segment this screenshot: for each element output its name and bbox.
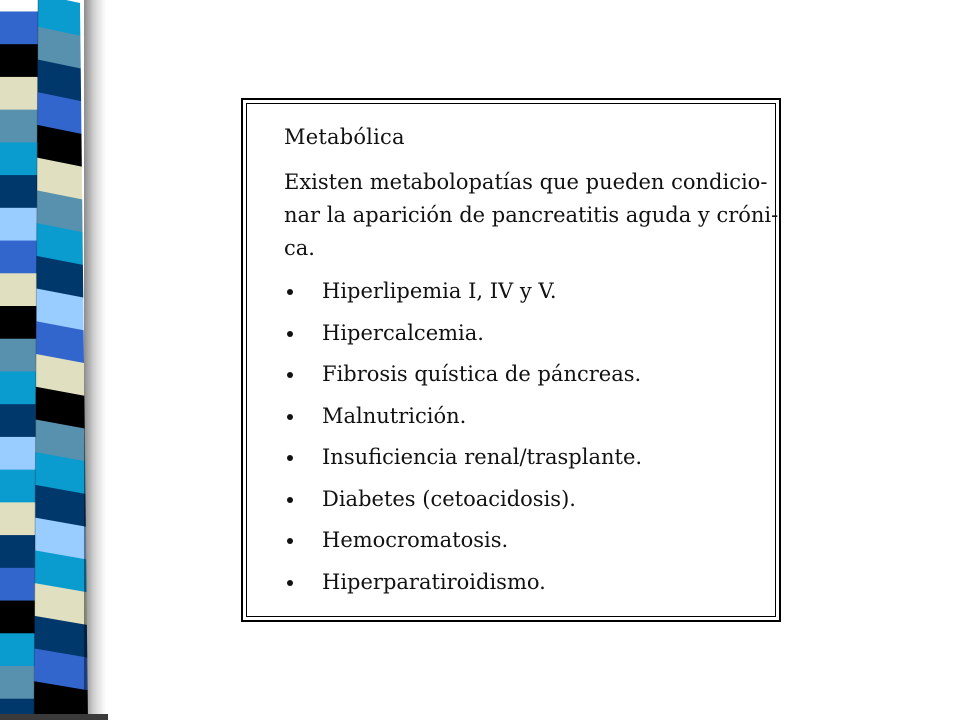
stripe-column: [0, 0, 88, 720]
stripe-left-segment: [0, 339, 36, 372]
stripe-bottom-edge: [0, 714, 108, 720]
stripe-left-segment: [0, 633, 35, 666]
bullet-icon: [287, 331, 293, 337]
bullet-icon: [287, 289, 293, 295]
stripe-left-segment: [0, 208, 37, 241]
section-heading: Metabólica: [284, 125, 405, 149]
stripe-left-segment: [0, 601, 35, 634]
stripe-left-segment: [0, 404, 36, 437]
list-item-text: Hiperparatiroidismo.: [322, 569, 546, 594]
list-item-text: Hiperlipemia I, IV y V.: [322, 279, 557, 303]
bullet-icon: [287, 455, 293, 461]
list-item-text: Hemocromatosis.: [322, 528, 509, 552]
list-item-text: Malnutrición.: [322, 403, 467, 428]
stripe-left-segment: [0, 142, 37, 175]
stripe-left-segment: [0, 77, 38, 110]
intro-paragraph: [284, 166, 779, 265]
bullet-icon: [287, 538, 293, 544]
stripe-left-segment: [0, 306, 36, 339]
bullet-icon: [287, 497, 293, 503]
stripe-shadow: [84, 0, 106, 720]
stripe-left-segment: [0, 437, 36, 470]
stripe-left-segment: [0, 175, 37, 208]
list-item-text: Fibrosis quística de páncreas.: [322, 362, 642, 386]
stripe-left-segment: [0, 470, 35, 503]
decorative-stripe-bar: [0, 0, 110, 720]
document-image-inner-border: [246, 103, 779, 617]
stripe-left-segment: [0, 273, 37, 306]
paragraph-line: ca.: [284, 236, 315, 260]
bullet-icon: [287, 580, 293, 586]
list-item-text: Insuficiencia renal/trasplante.: [322, 445, 643, 469]
list-item-text: Diabetes (cetoacidosis).: [322, 486, 576, 511]
bullet-icon: [287, 372, 293, 378]
stripe-left-segment: [0, 44, 38, 77]
stripe-left-segment: [0, 110, 37, 143]
paragraph-line: Existen metabolopatías que pueden condicio-: [284, 170, 768, 194]
list-item-text: Hipercalcemia.: [322, 320, 484, 345]
stripe-graphic: [0, 0, 88, 720]
stripe-left-segment: [0, 568, 35, 601]
stripe-left-segment: [0, 535, 35, 568]
stripe-left-segment: [0, 11, 38, 44]
stripe-left-segment: [0, 666, 34, 699]
stripe-left-segment: [0, 371, 36, 404]
document-image-frame: [241, 98, 781, 622]
paragraph-line: nar la aparición de pancreatitis aguda y cróni-: [284, 203, 779, 227]
stripe-left-segment: [0, 502, 35, 535]
bullet-icon: [287, 414, 293, 420]
stripe-left-segment: [0, 241, 37, 274]
